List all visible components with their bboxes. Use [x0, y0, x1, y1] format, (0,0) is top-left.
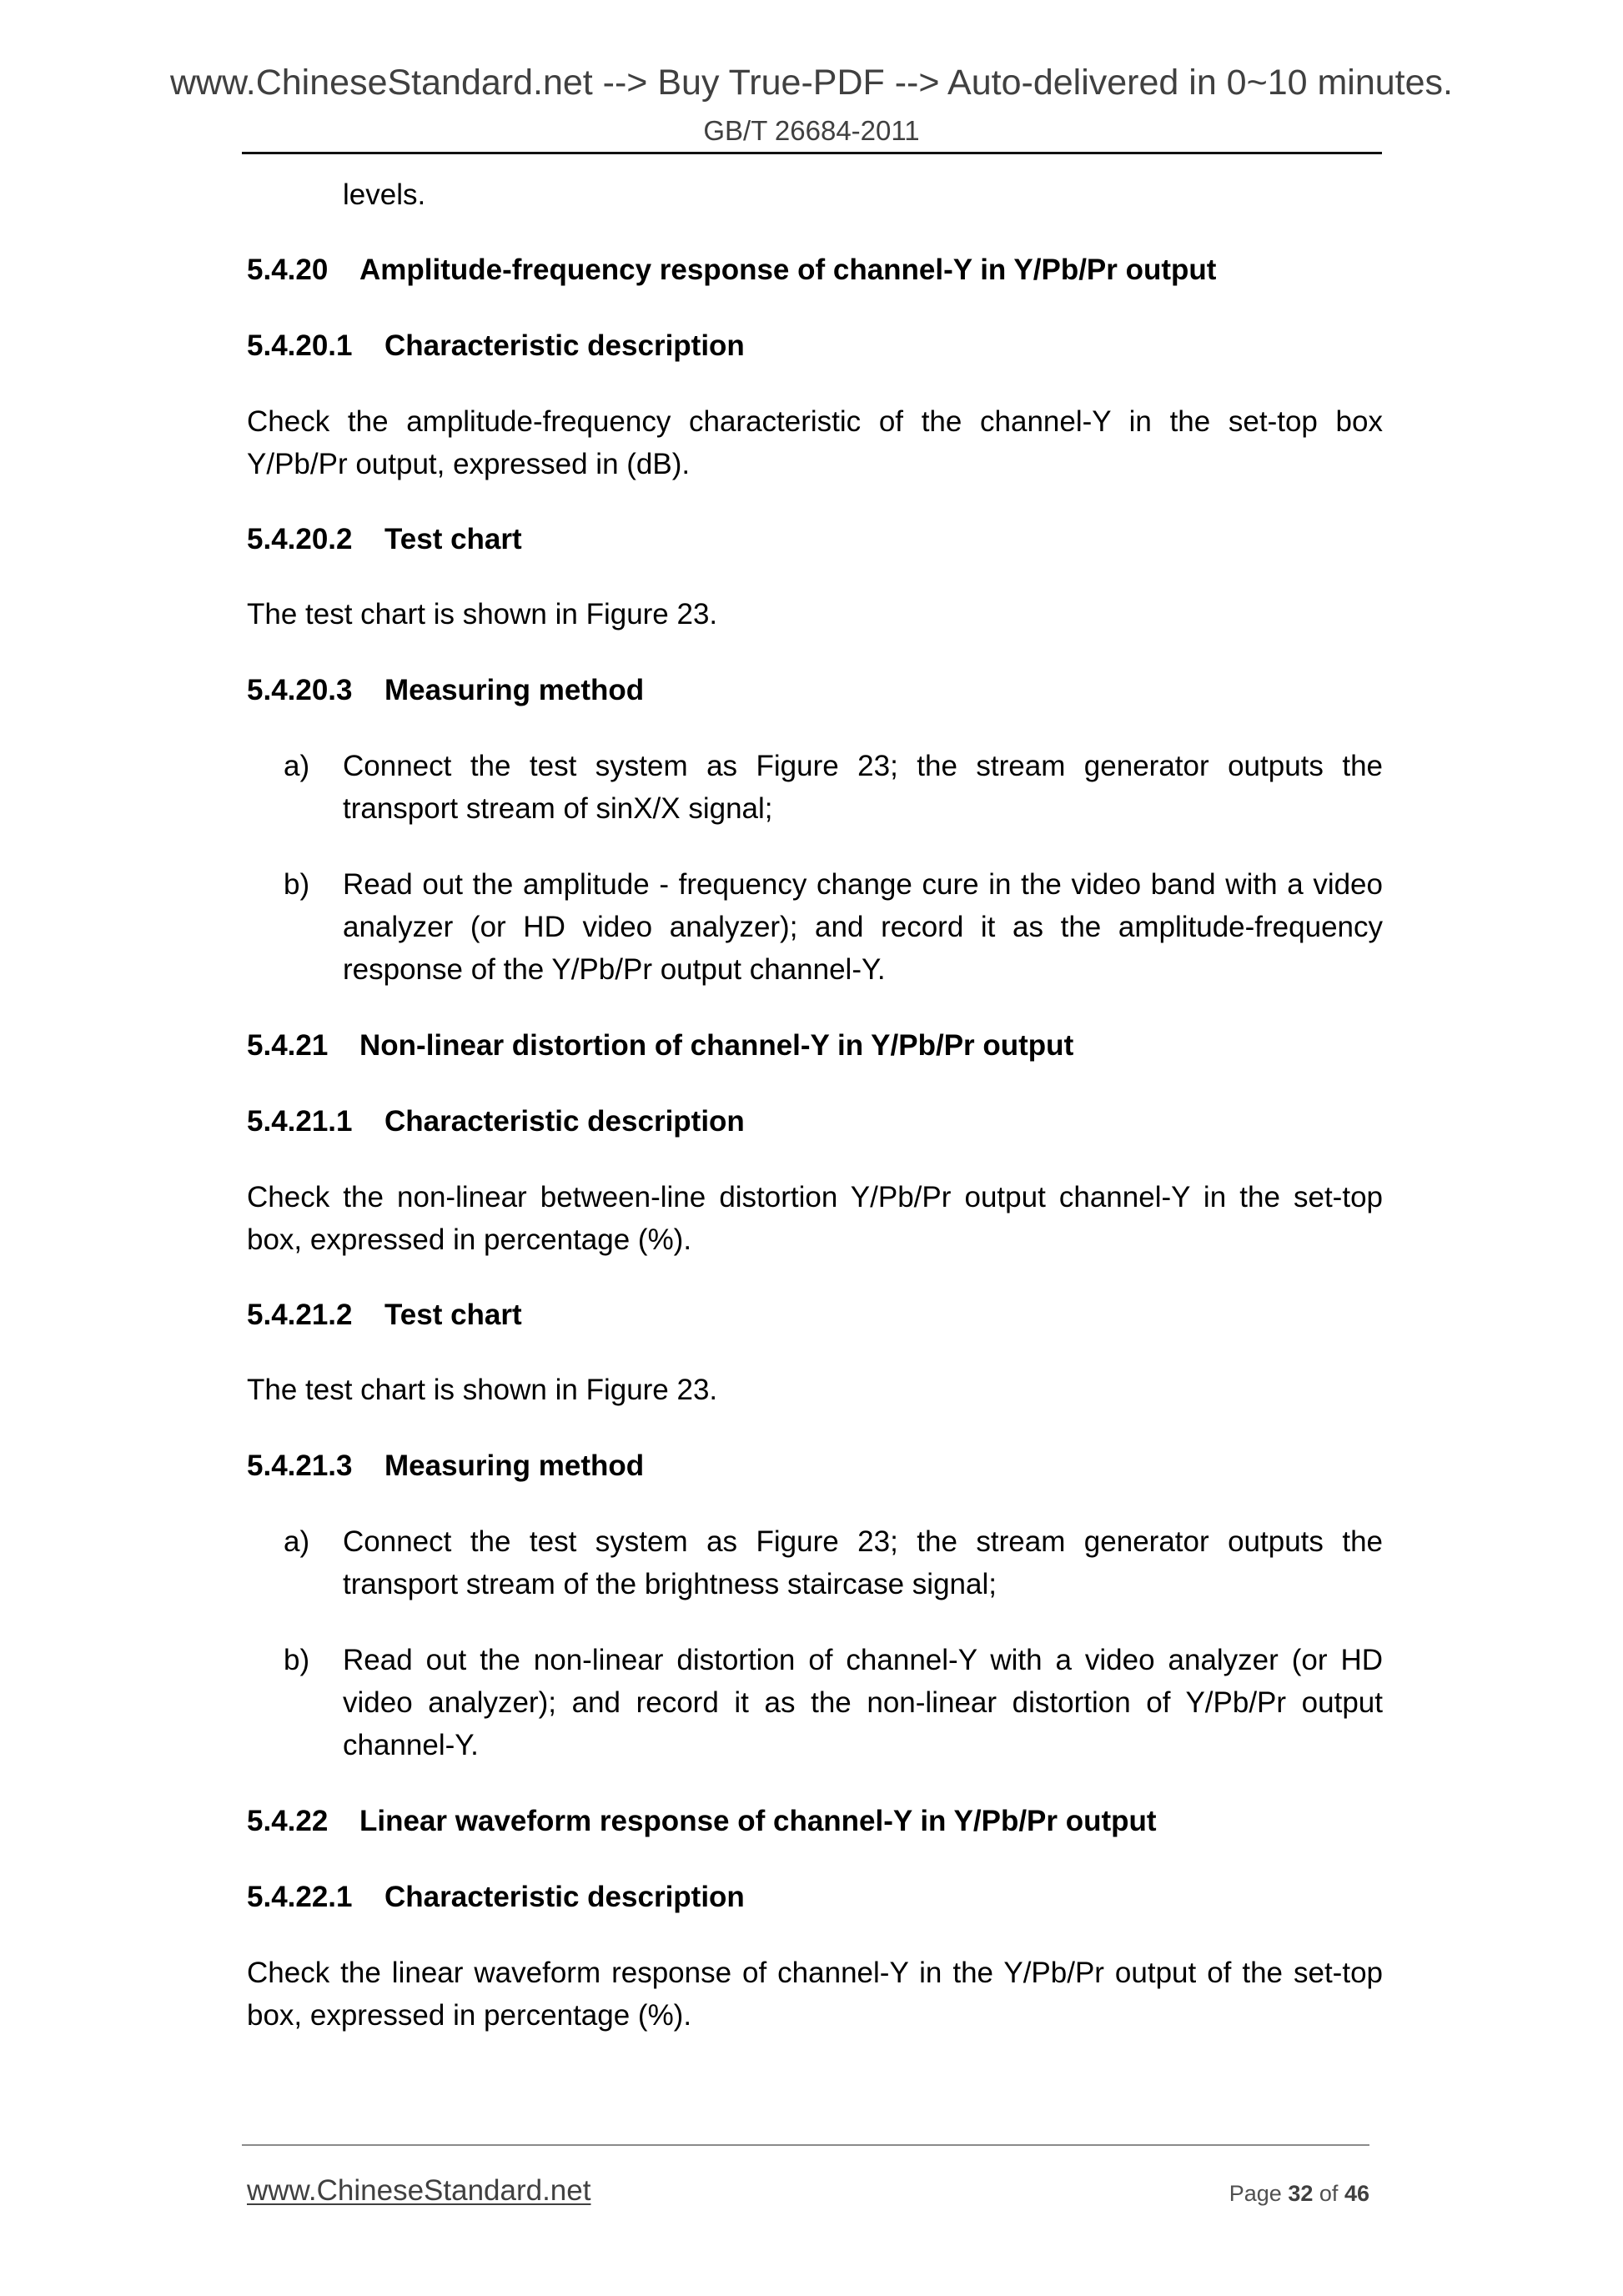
section-heading-5-4-21 — [247, 1024, 1073, 1067]
subsection-title: Characteristic description — [384, 1105, 745, 1138]
section-title: Amplitude-frequency response of channel-Y in Y/Pb/Pr output — [359, 254, 1217, 286]
section-number: 5.4.22 — [247, 1805, 329, 1837]
section-number: 5.4.21 — [247, 1029, 329, 1062]
subsection-heading-5-4-20-2 — [247, 518, 522, 560]
section-number: 5.4.20 — [247, 254, 329, 286]
subsection-title: Measuring method — [384, 674, 645, 706]
subsection-number: 5.4.22.1 — [247, 1881, 353, 1913]
subsection-number: 5.4.21.3 — [247, 1449, 353, 1482]
list-item-text: Read out the amplitude - frequency change cure in the video band with a video analyzer (or HD video analyzer); and record it as the amplitude-frequency response of the Y/Pb/Pr output channel-Y. — [343, 868, 1383, 986]
subsection-heading-5-4-21-2 — [247, 1294, 522, 1336]
list-item-text: Connect the test system as Figure 23; the stream generator outputs the transport stream of the brightness staircase signal; — [343, 1525, 1383, 1600]
page-number-indicator — [1229, 2179, 1369, 2208]
page-of-label: of — [1319, 2181, 1339, 2206]
section-heading-5-4-22 — [247, 1800, 1157, 1842]
footer-website-link[interactable]: www.ChineseStandard.net — [247, 2174, 591, 2207]
subsection-number: 5.4.20.2 — [247, 523, 353, 555]
subsection-number: 5.4.20.3 — [247, 674, 353, 706]
subsection-title: Measuring method — [384, 1449, 645, 1482]
subsection-title: Test chart — [384, 1299, 522, 1331]
subsection-title: Characteristic description — [384, 1881, 745, 1913]
subsection-title: Test chart — [384, 523, 522, 555]
section-title: Linear waveform response of channel-Y in Y/Pb/Pr output — [359, 1805, 1157, 1837]
paragraph: Check the amplitude-frequency characteristic of the channel-Y in the set-top box Y/Pb/Pr output, expressed in (dB). — [247, 405, 1383, 480]
document-number: GB/T 26684-2011 — [703, 115, 920, 146]
continuation-text: levels. — [343, 178, 426, 211]
section-title: Non-linear distortion of channel-Y in Y/Pb/Pr output — [359, 1029, 1074, 1062]
list-item — [284, 1639, 1383, 1766]
current-page-number: 32 — [1288, 2181, 1314, 2206]
subsection-number: 5.4.20.1 — [247, 329, 353, 362]
subsection-heading-5-4-20-1 — [247, 324, 745, 367]
paragraph: Check the non-linear between-line distortion Y/Pb/Pr output channel-Y in the set-top box, expressed in percentage (%). — [247, 1181, 1383, 1256]
subsection-number: 5.4.21.2 — [247, 1299, 353, 1331]
list-marker: a) — [284, 750, 310, 782]
list-marker: b) — [284, 868, 310, 901]
page-label: Page — [1229, 2181, 1282, 2206]
subsection-number: 5.4.21.1 — [247, 1105, 353, 1138]
paragraph: The test chart is shown in Figure 23. — [247, 1374, 718, 1406]
subsection-heading-5-4-20-3 — [247, 669, 644, 711]
list-marker: a) — [284, 1525, 310, 1558]
list-item — [284, 1520, 1383, 1605]
list-item-text: Connect the test system as Figure 23; the stream generator outputs the transport stream of sinX/X signal; — [343, 750, 1383, 825]
subsection-heading-5-4-21-3 — [247, 1444, 644, 1487]
paragraph: Check the linear waveform response of channel-Y in the Y/Pb/Pr output of the set-top box, expressed in percentage (%). — [247, 1957, 1383, 2032]
subsection-heading-5-4-21-1 — [247, 1100, 745, 1143]
section-heading-5-4-20 — [247, 249, 1216, 291]
list-item — [284, 863, 1383, 991]
header-banner: www.ChineseStandard.net --> Buy True-PDF --> Auto-delivered in 0~10 minutes. — [169, 63, 1453, 103]
list-item — [284, 745, 1383, 830]
subsection-heading-5-4-22-1 — [247, 1876, 745, 1918]
header-divider — [242, 152, 1382, 154]
paragraph: The test chart is shown in Figure 23. — [247, 598, 718, 631]
total-pages-number: 46 — [1344, 2181, 1369, 2206]
subsection-title: Characteristic description — [384, 329, 745, 362]
footer-divider — [242, 2144, 1369, 2146]
list-marker: b) — [284, 1644, 310, 1676]
list-item-text: Read out the non-linear distortion of channel-Y with a video analyzer (or HD video analyzer); and record it as the non-linear distortion of Y/Pb/Pr output channel-Y. — [343, 1644, 1383, 1761]
